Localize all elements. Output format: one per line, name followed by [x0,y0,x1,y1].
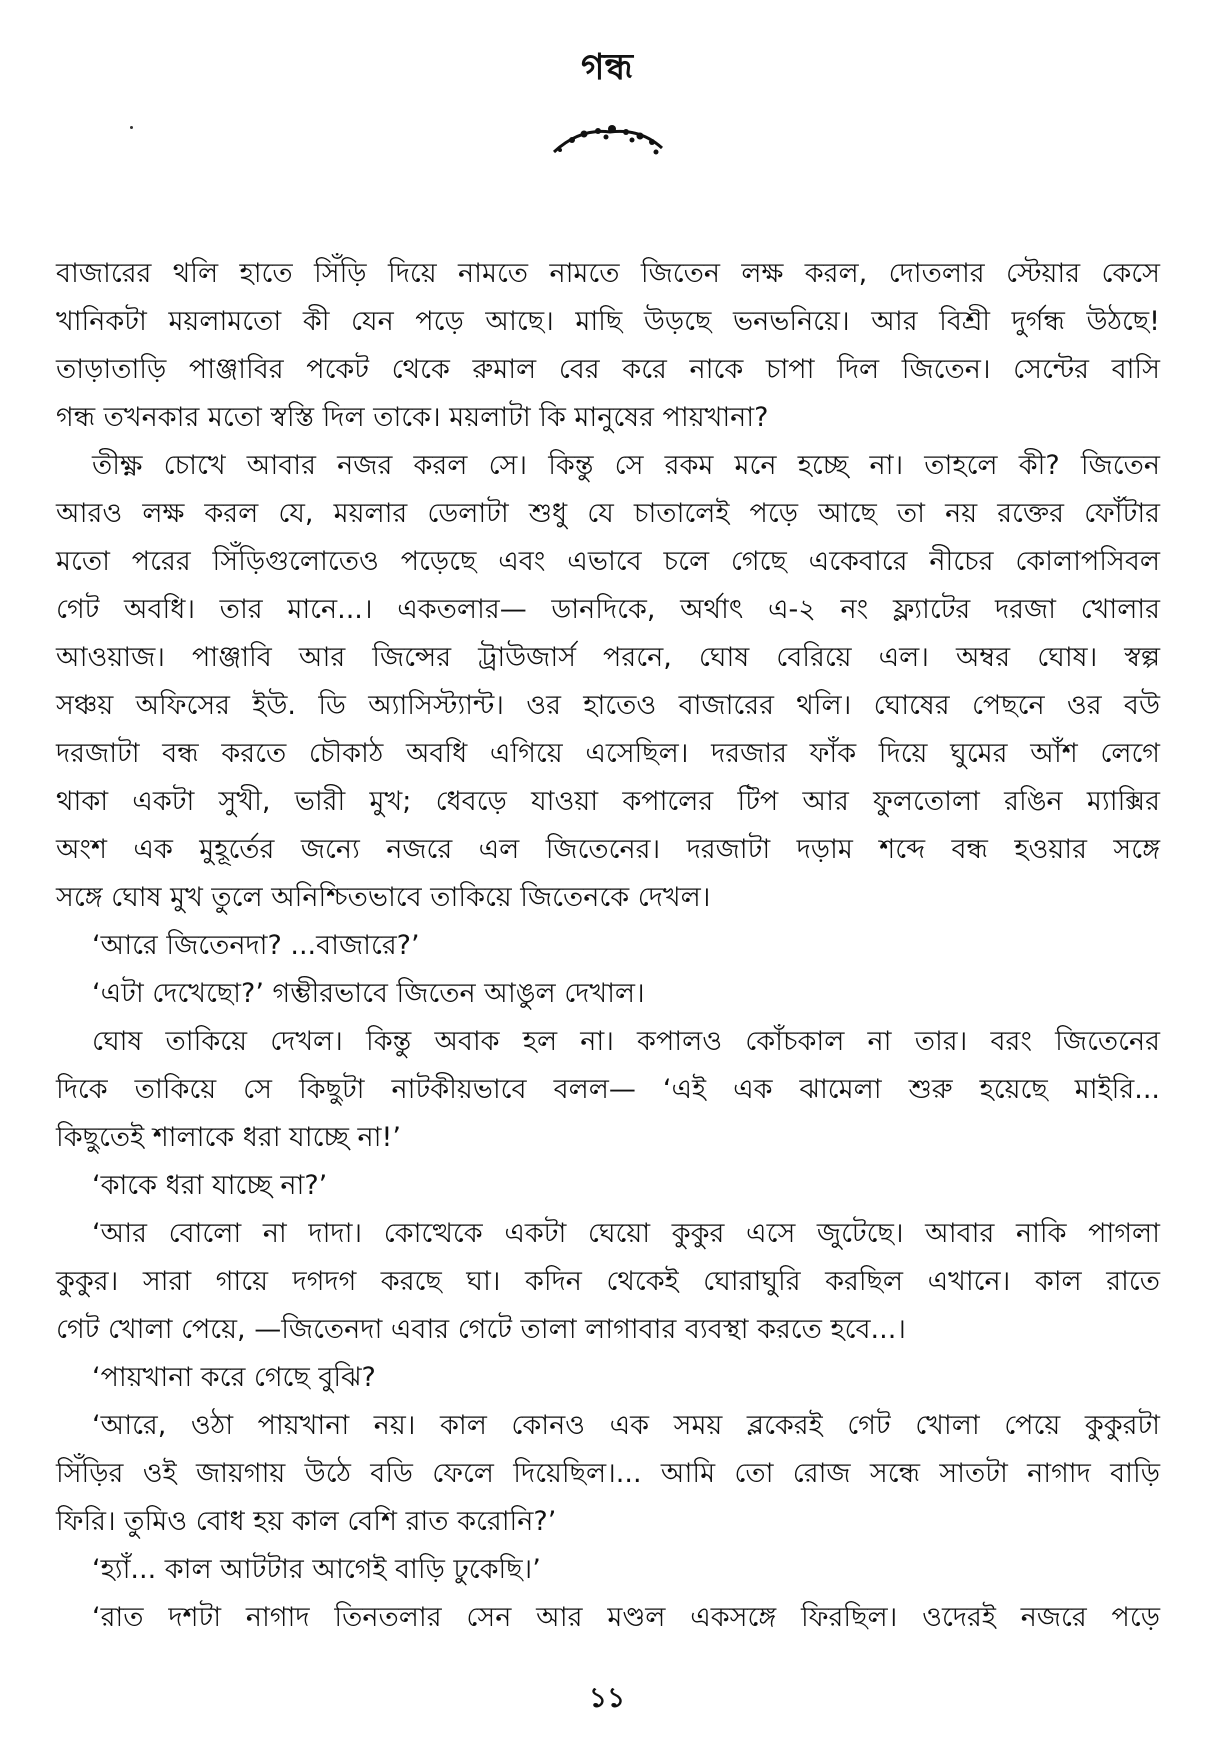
floral-ornament-icon [550,122,670,156]
text-line: ‘কাকে ধরা যাচ্ছে না?’ [92,1170,328,1201]
scan-speck [130,126,133,129]
text-line: গেট খোলা পেয়ে, —জিতেনদা এবার গেটে তালা লাগাবার ব্যবস্থা করতে হবে...। [56,1314,906,1345]
text-line: ‘পায়খানা করে গেছে বুঝি? [92,1362,376,1393]
text-line: আওয়াজ। পাঞ্জাবি আর জিন্সের ট্রাউজার্স পরনে, ঘোষ বেরিয়ে এল। অম্বর ঘোষ। স্বল্প [56,642,1160,673]
text-line: ‘রাত দশটা নাগাদ তিনতলার সেন আর মণ্ডল একসঙ্গে ফিরছিল। ওদেরই নজরে পড়ে [92,1602,1160,1633]
text-line: তাড়াতাড়ি পাঞ্জাবির পকেট থেকে রুমাল বের করে নাকে চাপা দিল জিতেন। সেন্টের বাসি [56,354,1160,385]
text-line: গেট অবধি। তার মানে...। একতলার— ডানদিকে, অর্থাৎ এ-২ নং ফ্ল্যাটের দরজা খোলার [56,594,1160,625]
text-line: কিছুতেই শালাকে ধরা যাচ্ছে না!’ [56,1122,401,1153]
text-line: কুকুর। সারা গায়ে দগদগ করছে ঘা। কদিন থেকেই ঘোরাঘুরি করছিল এখানে। কাল রাতে [56,1266,1160,1297]
text-line: খানিকটা ময়লামতো কী যেন পড়ে আছে। মাছি উড়ছে ভনভনিয়ে। আর বিশ্রী দুর্গন্ধ উঠছে! [56,306,1160,337]
text-line: সঙ্গে ঘোষ মুখ তুলে অনিশ্চিতভাবে তাকিয়ে জিতেনকে দেখল। [56,882,711,913]
text-line: ঘোষ তাকিয়ে দেখল। কিন্তু অবাক হল না। কপালও কোঁচকাল না তার। বরং জিতেনের [92,1026,1160,1057]
page-number: ১১ [588,1681,626,1714]
text-line: ‘আরে জিতেনদা? ...বাজারে?’ [92,930,420,961]
story-body [56,250,1160,1642]
text-line: সঞ্চয় অফিসের ইউ. ডি অ্যাসিস্ট্যান্ট। ওর হাতেও বাজারের থলি। ঘোষের পেছনে ওর বউ [56,690,1160,721]
text-line: তীক্ষ্ণ চোখে আবার নজর করল সে। কিন্তু সে রকম মনে হচ্ছে না। তাহলে কী? জিতেন [92,450,1160,481]
text-line: আরও লক্ষ করল যে, ময়লার ডেলাটা শুধু যে চাতালেই পড়ে আছে তা নয় রক্তের ফোঁটার [56,498,1160,529]
text-line: ‘আর বোলো না দাদা। কোত্থেকে একটা ঘেয়ো কুকুর এসে জুটেছে। আবার নাকি পাগলা [92,1218,1160,1249]
text-line: ‘এটা দেখেছো?’ গম্ভীরভাবে জিতেন আঙুল দেখাল। [92,978,645,1009]
text-line: থাকা একটা সুখী, ভারী মুখ; ধেবড়ে যাওয়া কপালের টিপ আর ফুলতোলা রঙিন ম্যাক্সির [56,786,1160,817]
story-title: গন্ধ [580,47,634,88]
text-line: গন্ধ তখনকার মতো স্বস্তি দিল তাকে। ময়লাটা কি মানুষের পায়খানা? [56,402,769,433]
text-line: মতো পরের সিঁড়িগুলোতেও পড়েছে এবং এভাবে চলে গেছে একেবারে নীচের কোলাপসিবল [56,546,1160,577]
text-line: দিকে তাকিয়ে সে কিছুটা নাটকীয়ভাবে বলল— ‘এই এক ঝামেলা শুরু হয়েছে মাইরি... [56,1074,1160,1105]
text-line: সিঁড়ির ওই জায়গায় উঠে বডি ফেলে দিয়েছিল।... আমি তো রোজ সন্ধে সাতটা নাগাদ বাড়ি [56,1458,1160,1489]
text-line: ‘আরে, ওঠা পায়খানা নয়। কাল কোনও এক সময় ব্লকেরই গেট খোলা পেয়ে কুকুরটা [92,1410,1160,1441]
text-line: দরজাটা বন্ধ করতে চৌকাঠ অবধি এগিয়ে এসেছিল। দরজার ফাঁক দিয়ে ঘুমের আঁশ লেগে [56,738,1160,769]
text-line: অংশ এক মুহূর্তের জন্যে নজরে এল জিতেনের। দরজাটা দড়াম শব্দে বন্ধ হওয়ার সঙ্গে [56,834,1160,865]
text-line: বাজারের থলি হাতে সিঁড়ি দিয়ে নামতে নামতে জিতেন লক্ষ করল, দোতলার স্টেয়ার কেসে [56,258,1160,289]
text-line: ‘হ্যাঁ... কাল আটটার আগেই বাড়ি ঢুকেছি।’ [92,1554,541,1585]
text-line: ফিরি। তুমিও বোধ হয় কাল বেশি রাত করোনি?’ [56,1506,557,1537]
